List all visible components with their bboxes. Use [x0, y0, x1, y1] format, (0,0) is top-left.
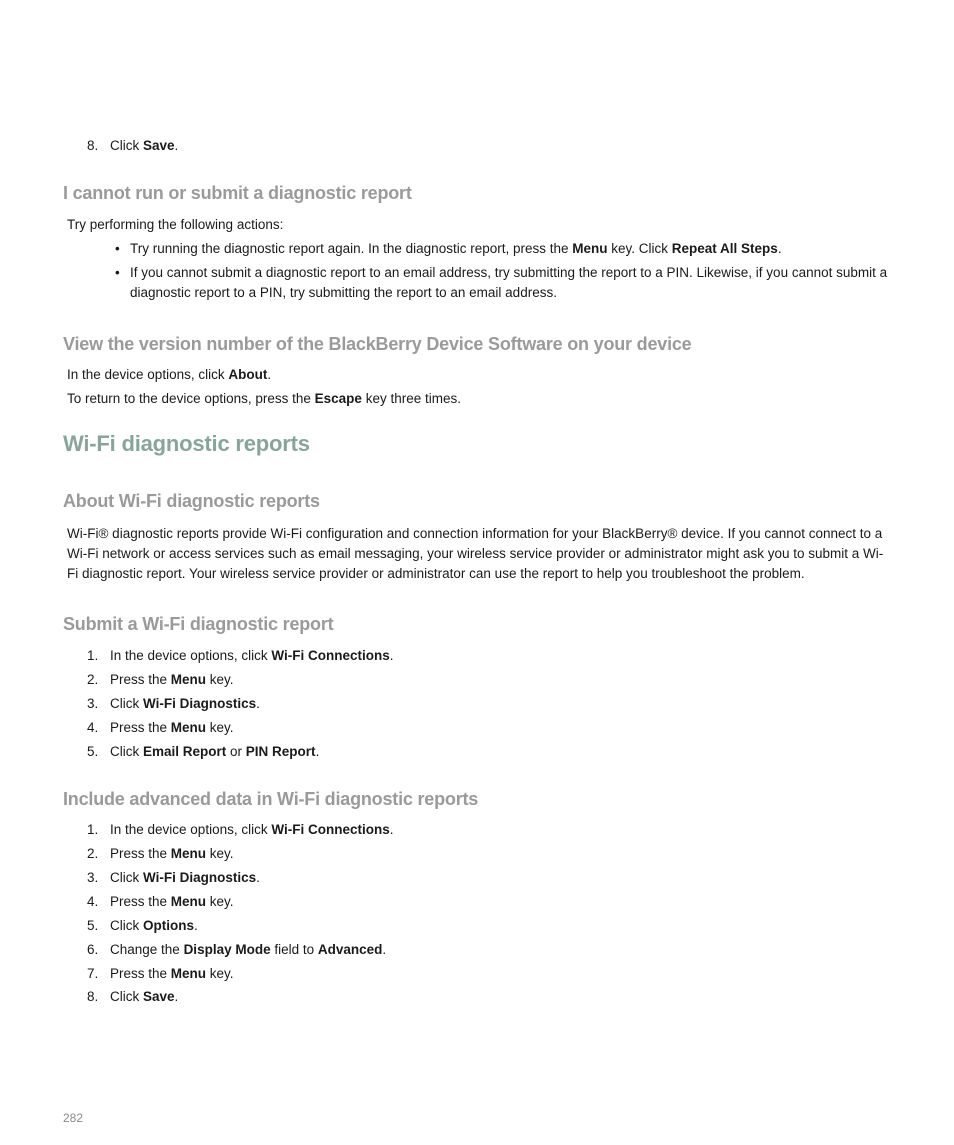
bullet-text: key. Click	[607, 241, 672, 256]
step-number: 5.	[87, 918, 99, 933]
step-item	[87, 820, 393, 840]
step-item	[87, 916, 198, 936]
step-text: Click	[110, 138, 143, 153]
step-text: Change the	[110, 942, 184, 957]
step-text: .	[174, 989, 179, 1004]
step-text: Press the	[110, 894, 171, 909]
step-text: In the device options, click	[110, 822, 272, 837]
step-text: key.	[206, 720, 234, 735]
step-number: 2.	[87, 672, 99, 687]
section-heading: Submit a Wi-Fi diagnostic report	[63, 614, 334, 634]
step-bold: Advanced	[317, 942, 383, 957]
step-bold: Menu	[170, 672, 207, 687]
step-bold: Wi-Fi Diagnostics	[143, 696, 257, 711]
step-text: .	[315, 744, 320, 759]
section-heading: Include advanced data in Wi-Fi diagnostic reports	[63, 789, 479, 809]
step-bold: Menu	[170, 720, 207, 735]
bullet-bold: Repeat All Steps	[671, 241, 778, 256]
paragraph: Wi-Fi® diagnostic reports provide Wi-Fi configuration and connection information for your BlackBerry® device. If you cannot connect to a Wi-Fi network or access services such as email messaging, your wireless service provider or administrator might ask you to submit a Wi-Fi diagnostic report. Your wireless service provider or administrator can use the report to help you troubleshoot the problem.	[67, 526, 884, 581]
step-bold: Menu	[170, 894, 207, 909]
step-number: 6.	[87, 942, 99, 957]
paragraph-text: key three times.	[361, 391, 461, 406]
paragraph-text: To return to the device options, press the	[67, 391, 315, 406]
step-bold: Wi-Fi Diagnostics	[143, 870, 257, 885]
step-text: Click	[110, 989, 143, 1004]
step-item	[87, 892, 234, 912]
paragraph-bold: Escape	[314, 391, 362, 406]
step-text: key.	[206, 846, 234, 861]
step-text: .	[174, 138, 179, 153]
step-text: In the device options, click	[110, 648, 272, 663]
step-bold: Wi-Fi Connections	[271, 822, 390, 837]
step-number: 2.	[87, 846, 99, 861]
step-bold: Display Mode	[183, 942, 271, 957]
bullet-text: .	[777, 241, 782, 256]
step-text: key.	[206, 672, 234, 687]
section-heading: I cannot run or submit a diagnostic report	[63, 183, 412, 203]
step-item	[87, 940, 386, 960]
step-text: Click	[110, 918, 143, 933]
page-number: 282	[63, 1111, 84, 1125]
step-item	[87, 694, 260, 714]
intro-text: Try performing the following actions:	[67, 217, 284, 232]
section-heading: View the version number of the BlackBerry Device Software on your device	[63, 334, 692, 354]
step-item	[87, 868, 260, 888]
step-text: key.	[206, 966, 234, 981]
step-number: 7.	[87, 966, 99, 981]
step-text: Click	[110, 870, 143, 885]
step-number: 3.	[87, 870, 99, 885]
step-text: Click	[110, 744, 143, 759]
step-bold: Menu	[170, 966, 207, 981]
step-text: .	[382, 942, 387, 957]
step-number: 1.	[87, 822, 99, 837]
step-text: Press the	[110, 846, 171, 861]
step-item	[87, 844, 234, 864]
step-bold: Options	[143, 918, 194, 933]
step-text: key.	[206, 894, 234, 909]
chapter-heading: Wi-Fi diagnostic reports	[63, 431, 310, 456]
step-item	[87, 718, 234, 738]
step-number: 4.	[87, 894, 99, 909]
step-bold: Email Report	[143, 744, 227, 759]
bullet-text: If you cannot submit a diagnostic report to an email address, try submitting the report to a PIN. Likewise, if you cannot submit a diagnostic report to a PIN, try submitting the report to an email address.	[130, 265, 888, 300]
bullet-item	[115, 239, 895, 259]
bullet-icon: •	[115, 265, 120, 280]
step-text: Click	[110, 696, 143, 711]
step-text: .	[389, 648, 394, 663]
step-number: 4.	[87, 720, 99, 735]
step-number: 8.	[87, 989, 99, 1004]
step-bold: Save	[143, 138, 175, 153]
step-number: 8.	[87, 138, 99, 153]
step-text: field to	[270, 942, 318, 957]
step-item	[87, 987, 178, 1007]
step-item	[87, 964, 234, 984]
step-item	[87, 670, 234, 690]
paragraph	[67, 389, 461, 409]
step-number: 5.	[87, 744, 99, 759]
step-text: Press the	[110, 720, 171, 735]
step-bold: Save	[143, 989, 175, 1004]
step-text: .	[256, 696, 260, 711]
step-number: 1.	[87, 648, 99, 663]
section-heading: About Wi-Fi diagnostic reports	[63, 491, 320, 511]
paragraph-text: .	[267, 367, 272, 382]
step-number: 3.	[87, 696, 99, 711]
paragraph-bold: About	[228, 367, 268, 382]
step-item	[87, 136, 178, 156]
paragraph	[67, 365, 271, 385]
step-bold: Menu	[170, 846, 207, 861]
step-bold: Wi-Fi Connections	[271, 648, 390, 663]
bullet-text: Try running the diagnostic report again. In the diagnostic report, press the	[130, 241, 573, 256]
step-text: .	[389, 822, 394, 837]
bullet-item	[115, 263, 895, 303]
step-text: .	[194, 918, 198, 933]
bullet-icon: •	[115, 241, 120, 256]
step-bold: PIN Report	[245, 744, 316, 759]
step-text: Press the	[110, 672, 171, 687]
paragraph-text: In the device options, click	[67, 367, 229, 382]
bullet-bold: Menu	[572, 241, 608, 256]
step-text: Press the	[110, 966, 171, 981]
step-text: .	[256, 870, 260, 885]
step-text: or	[226, 744, 246, 759]
step-item	[87, 646, 393, 666]
step-item	[87, 742, 319, 762]
